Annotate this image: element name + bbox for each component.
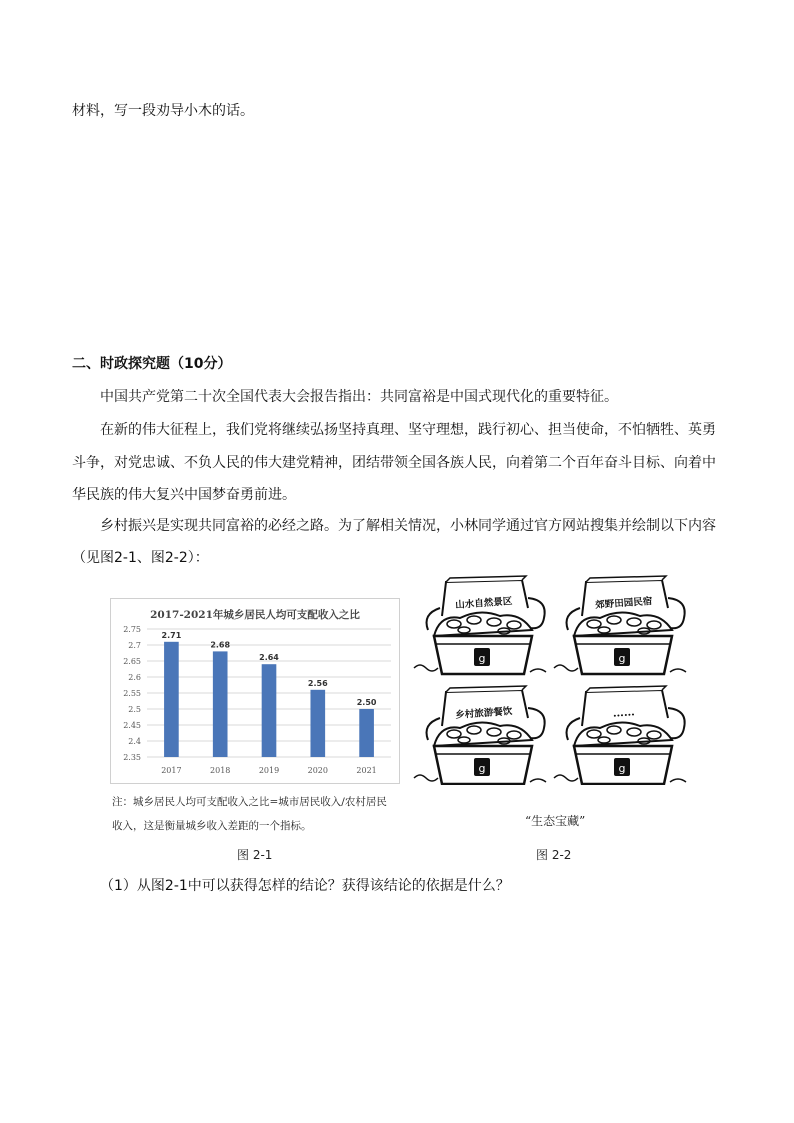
chart-title: 2017-2021年城乡居民人均可支配收入之比 (150, 609, 360, 621)
income-ratio-bar-chart (111, 599, 399, 783)
treasure-chest-3 (414, 686, 546, 784)
y-tick-label-7: 2.4 (128, 737, 141, 746)
y-tick-label-5: 2.5 (128, 705, 141, 714)
x-tick-label-2017: 2017 (161, 766, 182, 775)
y-tick-label-0: 2.75 (123, 625, 141, 634)
paragraph-3-line-1: 乡村振兴是实现共同富裕的必经之路。为了解相关情况，小林同学通过官方网站搜集并绘制以下内容 (100, 518, 716, 534)
data-label-2017: 2.71 (161, 630, 182, 640)
paragraph-2-line-2: 斗争，对党忠诚、不负人民的伟大建党精神，团结带领全国各族人民，向着第二个百年奋斗目标、向着中 (72, 455, 716, 471)
question-1: （1）从图2-1中可以获得怎样的结论？获得该结论的依据是什么？ (100, 878, 510, 894)
treasure-label-3: 乡村旅游餐饮 (455, 706, 513, 721)
figure-2-2-illustration (408, 570, 693, 785)
data-label-2021: 2.50 (356, 698, 377, 707)
bar-2020 (310, 690, 325, 757)
figure-2-2-caption: “生态宝藏” (525, 814, 586, 828)
bar-2019 (262, 664, 277, 757)
intro-tail: 材料，写一段劝导小木的话。 (72, 103, 254, 119)
y-tick-label-4: 2.55 (123, 689, 141, 698)
treasure-label-2: 郊野田园民宿 (595, 596, 653, 611)
paragraph-2-line-3: 华民族的伟大复兴中国梦奋勇前进。 (72, 487, 296, 503)
y-tick-label-3: 2.6 (128, 673, 141, 682)
x-tick-label-2020: 2020 (307, 766, 328, 775)
data-label-2019: 2.64 (259, 653, 279, 663)
data-label-2018: 2.68 (210, 640, 231, 650)
treasure-label-1: 山水自然景区 (455, 596, 513, 611)
x-tick-label-2019: 2019 (258, 766, 280, 775)
treasure-chest-2 (554, 576, 686, 674)
figure-2-2-label: 图 2-2 (536, 848, 572, 862)
paragraph-2-line-1: 在新的伟大征程上，我们党将继续弘扬坚持真理、坚守理想，践行初心、担当使命，不怕牺牲、英勇 (100, 422, 716, 438)
bar-2017 (164, 642, 179, 757)
paragraph-3-line-2: （见图2-1、图2-2）： (72, 550, 209, 566)
treasure-label-4: …… (612, 705, 636, 720)
chart-note-line-2: 收入，这是衡量城乡收入差距的一个指标。 (112, 820, 312, 832)
x-tick-label-2018: 2018 (210, 766, 231, 775)
y-tick-label-1: 2.7 (128, 641, 141, 650)
paragraph-1: 中国共产党第二十次全国代表大会报告指出：共同富裕是中国式现代化的重要特征。 (100, 389, 618, 405)
figure-2-1-chart (110, 598, 400, 784)
bar-2021 (359, 709, 374, 757)
bar-2018 (213, 651, 228, 757)
y-tick-label-8: 2.35 (123, 753, 141, 762)
chart-note-line-1: 注：城乡居民人均可支配收入之比=城市居民收入/农村居民 (112, 796, 387, 808)
treasure-chest-1 (414, 576, 546, 674)
treasure-chest-4 (554, 686, 686, 784)
figure-2-1-label: 图 2-1 (237, 848, 273, 862)
y-tick-label-6: 2.45 (123, 721, 141, 730)
x-tick-label-2021: 2021 (356, 766, 377, 775)
y-tick-label-2: 2.65 (123, 657, 141, 666)
data-label-2020: 2.56 (307, 678, 328, 688)
section-title: 二、时政探究题（10分） (72, 356, 232, 372)
